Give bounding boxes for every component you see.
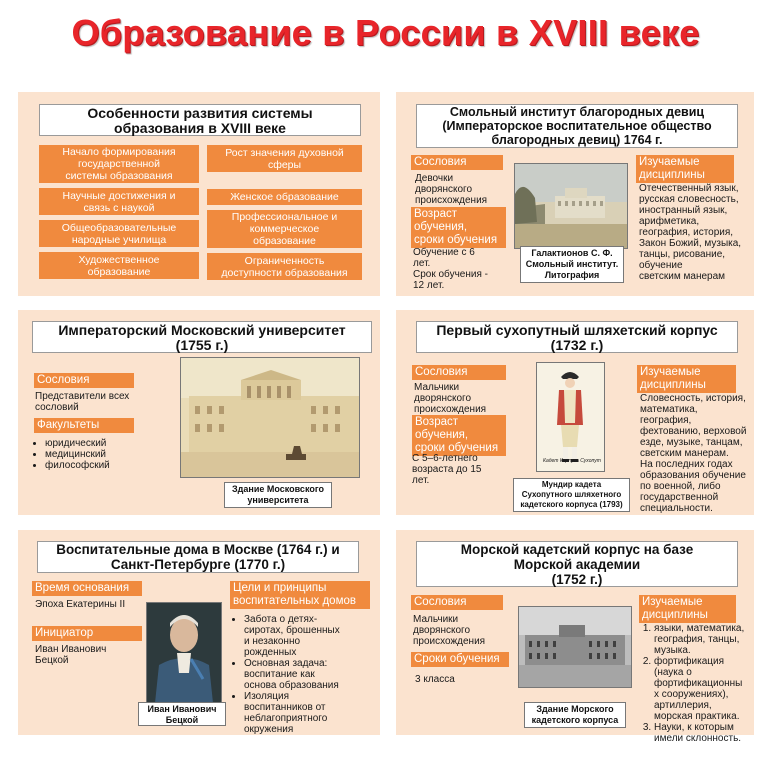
subjects-header: Изучаемые дисциплины [639,595,736,623]
feature-item: Ограниченность доступности образования [207,253,362,280]
university-building-image [180,357,360,478]
goal-item: • Основная задача: воспитание как основа образования [244,658,378,691]
feature-item: Рост значения духовной сферы [207,145,362,172]
terms-header: Сроки обучения [411,652,509,667]
panel-smolny-institute [396,92,754,296]
subjects-header: Изучаемые дисциплины [637,365,736,393]
subjects-text: Отечественный язык, русская словесность, иностранный язык, арифметика, география, история, Закон Божий, музыка, танцы, рисование, обучение светским манерам [639,183,742,282]
faculties-list [29,438,149,471]
faculties-header: Факультеты [34,418,134,433]
initiator-text: Иван Иванович Бецкой [35,644,107,666]
estates-text: Представители всех сословий [35,391,130,413]
faculty-item: • философский [45,460,149,471]
image-caption: Галактионов С. Ф. Смольный институт. Литография [520,246,624,283]
panel-title: Императорский Московский университет (1755 г.) [32,321,372,353]
panel-title: Морской кадетский корпус на базе Морской академии (1752 г.) [416,541,738,587]
page-title: Образование в России в XVIII веке [71,12,700,53]
goal-item: • Изоляция воспитанников от неблагоприятного окружения [244,691,378,735]
goals-header: Цели и принципы воспитательных домов [230,581,370,609]
naval-corps-building-image [518,606,632,688]
age-text: Обучение с 6 лет. Срок обучения - 12 лет. [413,247,488,291]
image-caption: Мундир кадета Сухопутного шляхетного кадетского корпуса (1793) [513,478,630,512]
panel-moscow-university [18,310,380,515]
founded-text: Эпоха Екатерины II [35,599,126,610]
feature-item: Общеобразовательные народные училища [39,220,199,247]
panel-title: Особенности развития системы образования в XVIII веке [39,104,361,136]
age-header: Возраст обучения, сроки обучения [412,415,506,456]
goals-list [228,614,378,735]
panel-cadet-corps [396,310,754,515]
estates-header: Сословия [411,595,503,610]
feature-item: Научные достижения и связь с наукой [39,188,199,215]
feature-item: Художественное образование [39,252,199,279]
goal-item: • Забота о детях- сиротах, брошенных и незаконно рожденных [244,614,378,658]
panel-naval-cadet-corps [396,530,754,744]
estates-header: Сословия [412,365,506,380]
image-caption: Здание Морского кадетского корпуса [524,702,626,728]
age-text: С 5–6-летнего возраста до 15 лет. [412,453,482,486]
subject-item: 1. языки, математика, география, танцы, музыка. [654,623,756,656]
faculty-item: • медицинский [45,449,149,460]
image-caption: Иван Иванович Бецкой [138,702,226,726]
image-label: Кадет Корпуса Сухопут [543,458,601,464]
panel-title: Смольный институт благородных девиц (Императорское воспитательное общество благородных девиц) 1764 г. [416,104,738,148]
subjects-list [638,623,756,744]
smolny-lithograph-image [514,163,628,249]
estates-header: Сословия [411,155,503,170]
founded-header: Время основания [32,581,142,596]
feature-item: Женское образование [207,189,362,205]
subjects-text: Словесность, история, математика, география, фехтованию, верховой езде, музыке, танцам, светским манерам. На последних годах образования обучение по военной, либо государственной специальности. [640,393,747,514]
estates-text: Мальчики дворянского происхождения [414,382,487,415]
estates-text: Мальчики дворянского происхождения [413,614,486,647]
subjects-header: Изучаемые дисциплины [636,155,734,183]
initiator-header: Инициатор [32,626,142,641]
terms-text: 3 класса [415,674,455,685]
betskoy-portrait-image [146,602,222,704]
age-header: Возраст обучения, сроки обучения [411,207,506,248]
panel-title: Воспитательные дома в Москве (1764 г.) и Санкт-Петербурге (1770 г.) [37,541,359,573]
feature-item: Профессиональное и коммерческое образование [207,210,362,248]
estates-header: Сословия [34,373,134,388]
faculty-item: • юридический [45,438,149,449]
feature-item: Начало формирования государственной системы образования [39,145,199,183]
subject-item: 3. Науки, к которым имели склонность. [654,722,756,744]
panel-title: Первый сухопутный шляхетский корпус (1732 г.) [416,321,738,353]
estates-text: Девочки дворянского происхождения [415,173,488,206]
cadet-uniform-image [536,362,605,472]
panel-education-features [18,92,380,296]
panel-orphanages [18,530,380,735]
image-caption: Здание Московского университета [224,482,332,508]
subject-item: 2. фортификация (наука о фортификационны х сооружениях), артиллерия, морская практика. [654,656,756,722]
